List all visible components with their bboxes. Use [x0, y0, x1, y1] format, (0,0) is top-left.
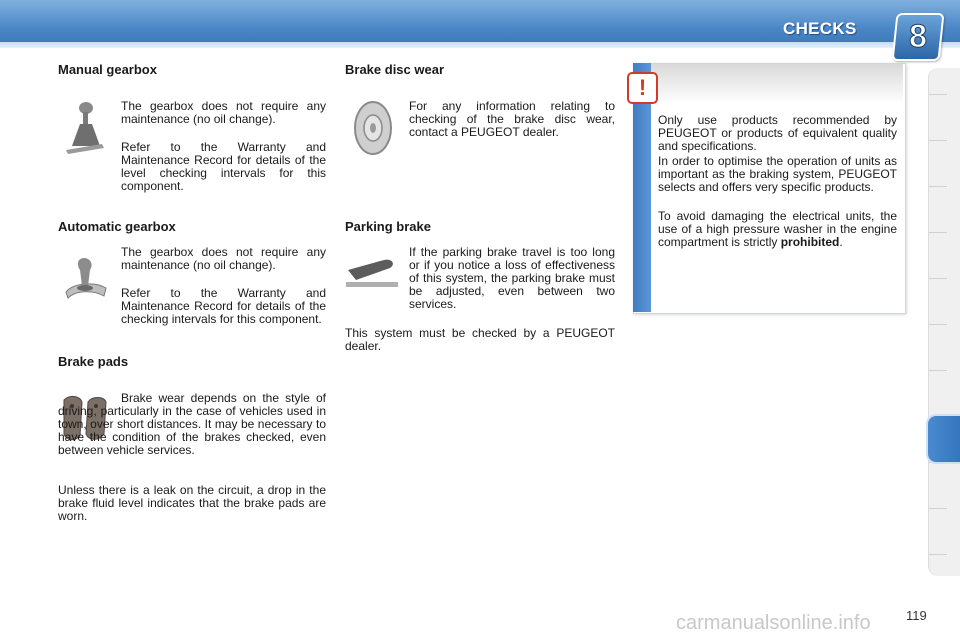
tab-divider	[929, 140, 947, 141]
tab-divider	[929, 370, 947, 371]
tab-divider	[929, 94, 947, 95]
chapter-number: 8	[909, 18, 927, 54]
warning-text-3-prefix: To avoid damaging the electrical units, the use of a high pressure washer in the engine compartment is strictly	[658, 209, 897, 249]
chapter-title: CHECKS	[783, 19, 857, 38]
parking-brake-text-2: This system must be checked by a PEUGEOT dealer.	[345, 326, 615, 353]
brake-pads-text-1: Brake wear depends on the style of driving, particularly in the case of vehicles used in town, over short distances. It may be necessary to have the condition of the brakes checked, even between vehicle services.	[58, 391, 326, 457]
tab-divider	[929, 186, 947, 187]
warning-text-3-suffix: .	[839, 235, 843, 249]
tab-divider	[929, 554, 947, 555]
chapter-badge	[891, 13, 944, 61]
brake-disc-heading: Brake disc wear	[345, 62, 445, 77]
warning-header-shade	[651, 64, 903, 104]
tab-divider	[929, 232, 947, 233]
warning-prohibited: prohibited	[780, 235, 840, 249]
brake-pads-heading: Brake pads	[58, 354, 129, 369]
automatic-selector-icon	[60, 252, 110, 302]
header-stripe	[0, 42, 960, 48]
page-number: 119	[906, 608, 927, 623]
warning-text-3	[658, 210, 897, 249]
watermark: carmanualsonline.info	[676, 612, 871, 634]
manual-gearbox-text-1: The gearbox does not require any maintenance (no oil change).	[121, 99, 326, 126]
automatic-gearbox-heading: Automatic gearbox	[58, 219, 176, 234]
brake-pads-text-2: Unless there is a leak on the circuit, a drop in the brake fluid level indicates that the brake pads are worn.	[58, 483, 326, 523]
tab-divider	[929, 278, 947, 279]
automatic-gearbox-text-1: The gearbox does not require any maintenance (no oil change).	[121, 245, 326, 272]
tab-divider	[929, 508, 947, 509]
parking-brake-lever-icon	[344, 256, 400, 290]
chapter-tabs	[928, 68, 960, 576]
warning-text-2: In order to optimise the operation of units as important as the braking system, PEUGEOT selects and offers very specific products.	[658, 154, 897, 194]
gear-lever-icon	[62, 100, 106, 154]
brake-disc-text: For any information relating to checking of the brake disc wear, contact a PEUGEOT dealer.	[409, 99, 615, 139]
brake-disc-icon	[350, 100, 396, 156]
parking-brake-heading: Parking brake	[345, 219, 431, 234]
manual-gearbox-text-2: Refer to the Warranty and Maintenance Record for details of the level checking intervals for this component.	[121, 140, 326, 193]
warning-text-1: Only use products recommended by PEUGEOT or products of equivalent quality and specifications.	[658, 113, 897, 153]
tab-divider	[929, 324, 947, 325]
parking-brake-text-1: If the parking brake travel is too long or if you notice a loss of effectiveness of this system, the parking brake must be adjusted, even between two services.	[409, 245, 615, 311]
warning-exclamation-icon: !	[627, 72, 658, 104]
manual-gearbox-heading: Manual gearbox	[58, 62, 157, 77]
tab-chapter-8-active[interactable]	[926, 414, 960, 464]
automatic-gearbox-text-2: Refer to the Warranty and Maintenance Record for details of the checking intervals for this component.	[121, 286, 326, 326]
